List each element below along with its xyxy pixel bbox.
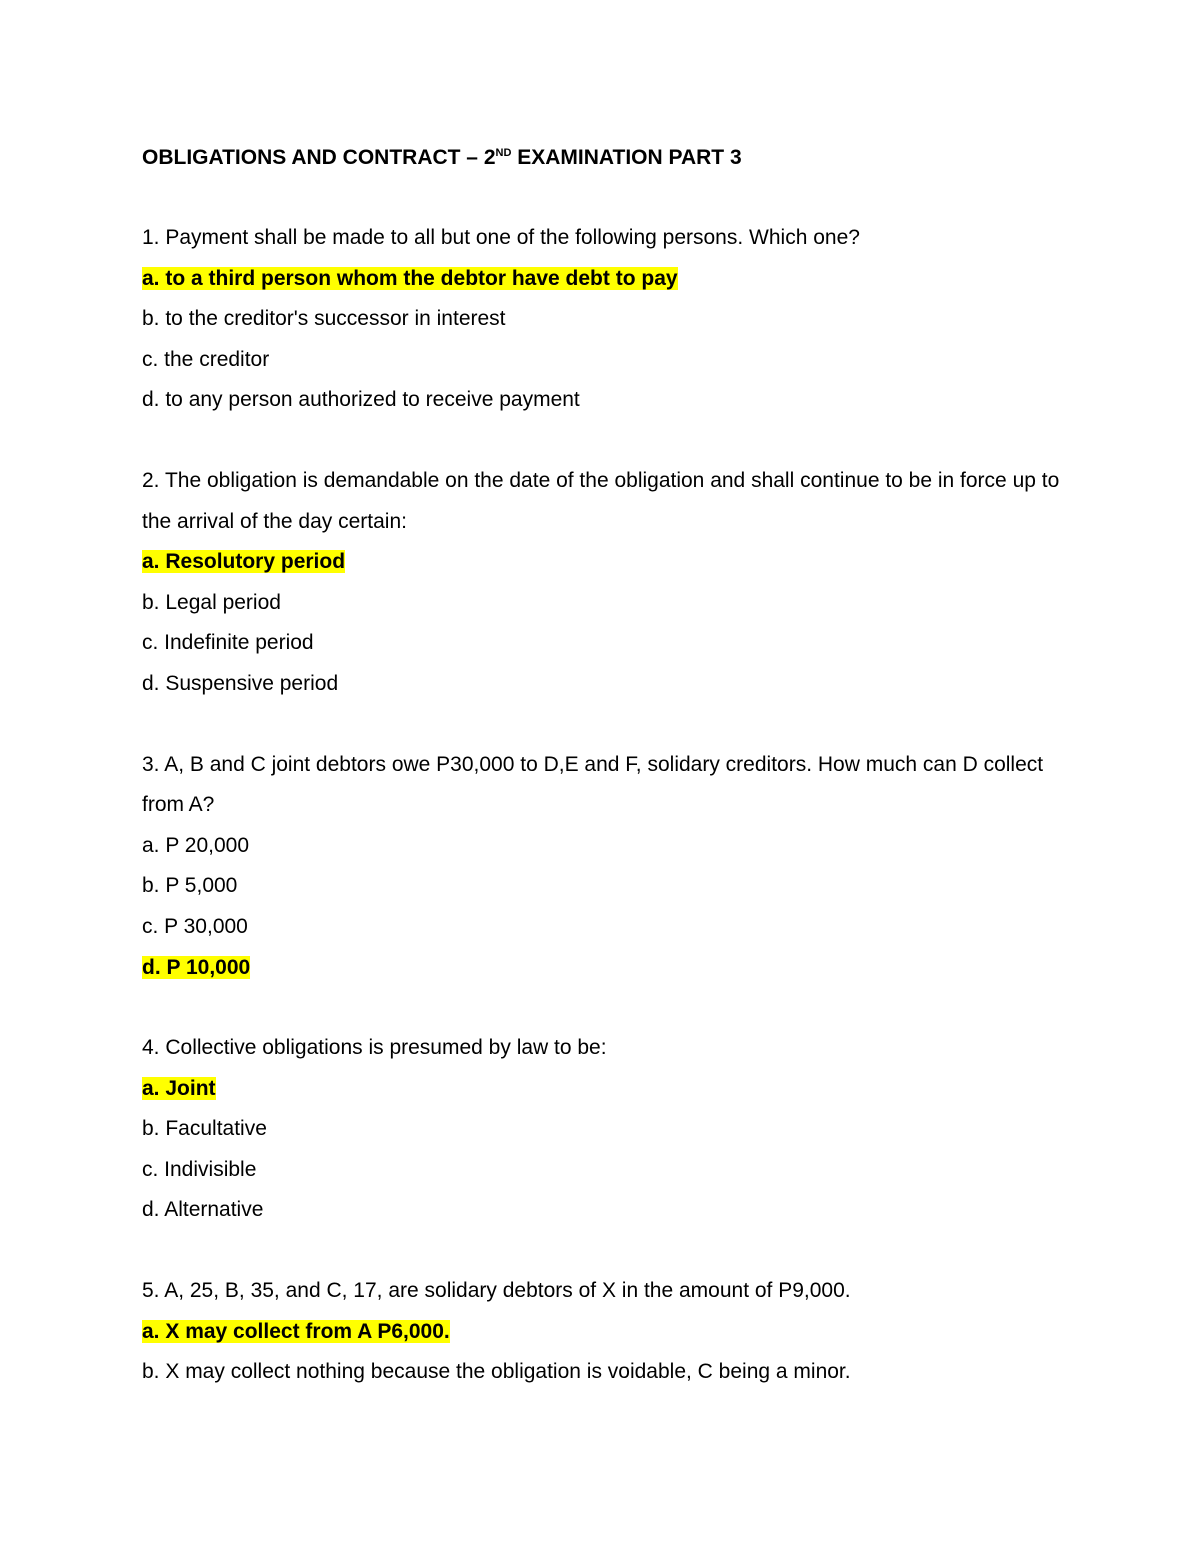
option: c. P 30,000 xyxy=(142,914,248,938)
title-superscript: ND xyxy=(495,147,512,159)
option: b. Facultative xyxy=(142,1117,267,1141)
question-text: 3. A, B and C joint debtors owe P30,000 to D,E and F, solidary creditors. How much can D collect from A? xyxy=(142,752,1044,817)
highlighted-answer: a. Joint xyxy=(142,1076,216,1100)
option-correct xyxy=(142,542,1072,583)
option-correct xyxy=(142,1069,1072,1110)
option: c. Indivisible xyxy=(142,1157,257,1181)
question-text: 1. Payment shall be made to all but one of the following persons. Which one? xyxy=(142,226,860,249)
highlighted-answer: a. Resolutory period xyxy=(142,550,346,574)
option: d. to any person authorized to receive payment xyxy=(142,388,580,412)
option-correct xyxy=(142,259,1072,300)
question-2 xyxy=(142,461,1072,705)
question-3 xyxy=(142,745,1072,989)
question-text: 2. The obligation is demandable on the date of the obligation and shall continue to be in force up to the arrival of the day certain: xyxy=(142,468,1060,533)
option: b. Legal period xyxy=(142,590,281,614)
option: c. the creditor xyxy=(142,347,270,371)
option: b. X may collect nothing because the obligation is voidable, C being a minor. xyxy=(142,1360,851,1384)
option: b. to the creditor's successor in interest xyxy=(142,307,506,331)
document-page xyxy=(142,138,1072,1393)
option-correct xyxy=(142,948,1072,989)
question-4 xyxy=(142,1028,1072,1231)
option: d. Alternative xyxy=(142,1198,264,1222)
title-rest: EXAMINATION PART 3 xyxy=(511,146,742,169)
option: d. Suspensive period xyxy=(142,671,339,695)
question-text: 4. Collective obligations is presumed by law to be: xyxy=(142,1036,607,1060)
question-1 xyxy=(142,218,1072,421)
highlighted-answer: a. X may collect from A P6,000. xyxy=(142,1319,450,1343)
option: a. P 20,000 xyxy=(142,833,250,857)
question-5 xyxy=(142,1271,1072,1393)
highlighted-answer: d. P 10,000 xyxy=(142,955,251,979)
document-title xyxy=(142,138,1072,178)
question-text: 5. A, 25, B, 35, and C, 17, are solidary debtors of X in the amount of P9,000. xyxy=(142,1279,851,1303)
title-main: OBLIGATIONS AND CONTRACT – 2 xyxy=(142,146,496,169)
option: c. Indefinite period xyxy=(142,631,314,655)
option: b. P 5,000 xyxy=(142,874,238,898)
highlighted-answer: a. to a third person whom the debtor have debt to pay xyxy=(142,266,678,290)
option-correct xyxy=(142,1312,1072,1353)
